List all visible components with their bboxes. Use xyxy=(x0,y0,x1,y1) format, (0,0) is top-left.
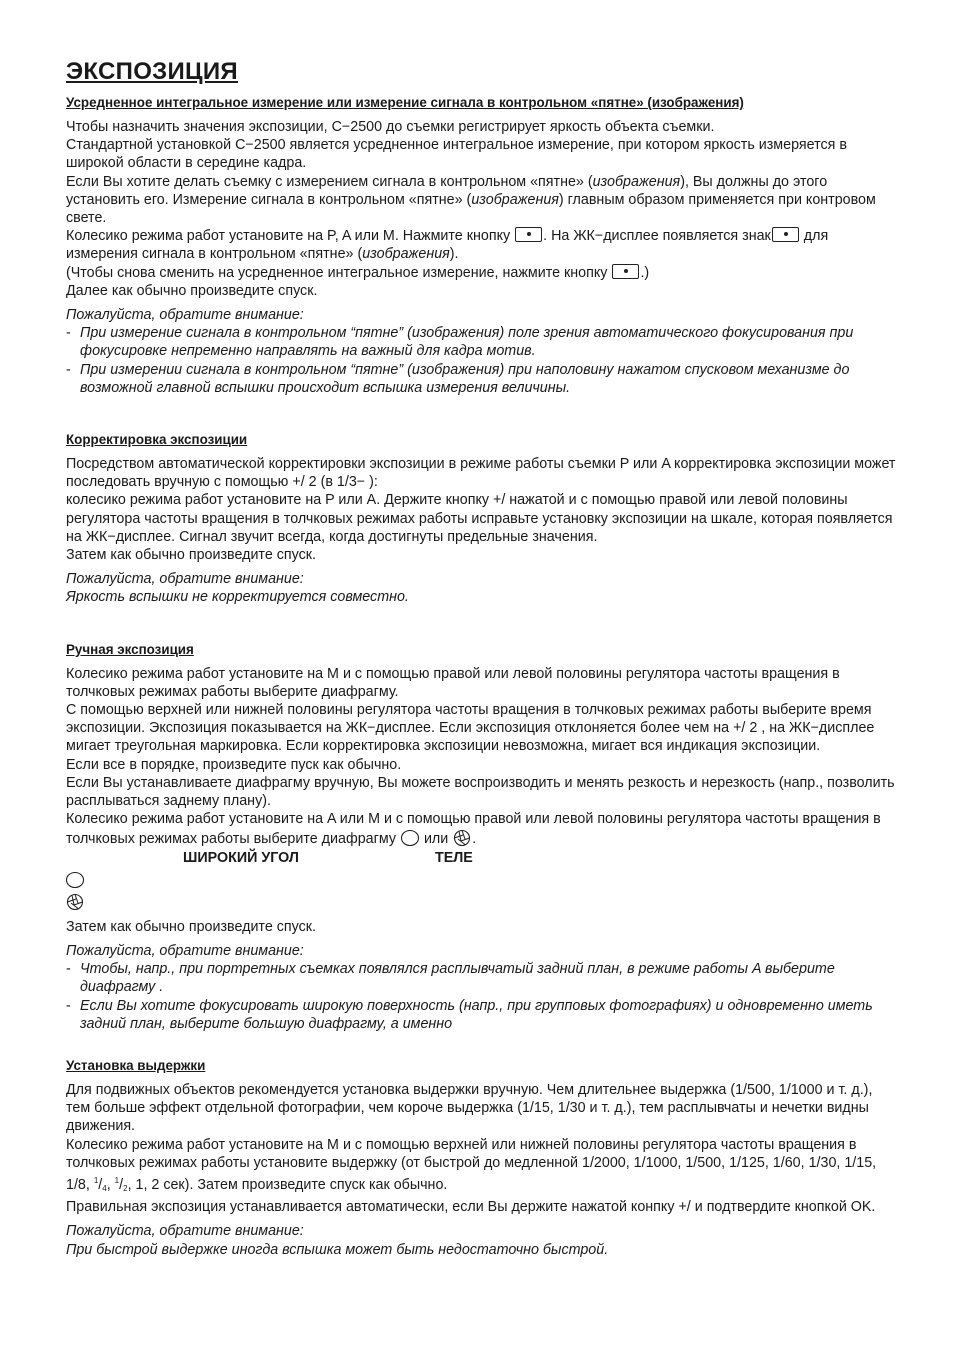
tele-label: ТЕЛЕ xyxy=(435,849,473,866)
note-item: - Чтобы, напр., при портретных съемках появлялся расплывчатый задний план, в режиме работы A выберите диафрагму . xyxy=(66,960,896,996)
spot-button-icon xyxy=(612,264,639,279)
metering-paragraph-2: Стандартной установкой С−2500 является усредненное интегральное измерение, при котором яркость измеряется в широкой области в середине кадра. xyxy=(66,137,847,172)
note-text: При быстрой выдержке иногда вспышка может быть недостаточно быстрой. xyxy=(66,1241,609,1258)
note-list xyxy=(66,324,896,397)
note-label: Пожалуйста, обратите внимание: xyxy=(66,307,304,324)
note-item: - Если Вы хотите фокусировать широкую поверхность (напр., при групповых фотографиях) и одновременно иметь задний план, выберите большую диафрагму, а именно xyxy=(66,997,896,1033)
shutter-paragraph-3: Правильная экспозиция устанавливается автоматически, если Вы держите нажатой конпку +/ и подтвердите кнопкой OK. xyxy=(66,1199,876,1216)
manual-paragraph-6: Затем как обычно произведите спуск. xyxy=(66,918,316,935)
spot-button-icon xyxy=(515,227,542,242)
metering-paragraph-6: Далее как обычно произведите спуск. xyxy=(66,282,318,299)
metering-paragraph-4: Колесико режима работ установите на P, A или M. Нажмите кнопку . На ЖК−дисплее появляется знак для измерения сигнала в контрольном «пятне» (изображения). xyxy=(66,228,829,263)
aperture-row-open xyxy=(66,870,896,892)
note-list xyxy=(66,960,896,1033)
manual-paragraph-4: Если Вы устанавливаете диафрагму вручную, Вы можете воспроизводить и менять резкость и нерезкость (напр., позволить расплываться заднему плану). xyxy=(66,774,895,810)
metering-paragraph-3: Если Вы хотите делать съемку с измерением сигнала в контрольном «пятне» (изображения), Вы должны до этого установить его. Измерение сигнала в контрольном «пятне» (изображения) главным образом применяется при контровом свете. xyxy=(66,173,876,227)
correction-paragraph-3: Затем как обычно произведите спуск. xyxy=(66,547,316,564)
wide-angle-label: ШИРОКИЙ УГОЛ xyxy=(183,849,299,866)
open-aperture-icon xyxy=(400,829,420,847)
metering-paragraph-5: (Чтобы снова сменить на усредненное интегральное измерение, нажмите кнопку .) xyxy=(66,264,650,281)
metering-paragraph-1: Чтобы назначить значения экспозиции, С−2500 до съемки регистрирует яркость объекта съемки. xyxy=(66,119,715,135)
manual-paragraph-5: Колесико режима работ установите на A или M и с помощью правой или левой половины регулятора частоты вращения в толчковых режимах работы выберите диафрагму или . xyxy=(66,811,881,847)
spot-symbol-icon xyxy=(772,227,799,242)
correction-paragraph-2: колесико режима работ установите на P или A. Держите кнопку +/ нажатой и с помощью правой или левой половины регулятора частоты вращения в толчковых режимах работы исправьте установку экспозиции на шкале, которая появляется на ЖК−дисплее. Сигнал звучит всегда, когда достигнуты предельные значения. xyxy=(66,492,893,545)
shutter-paragraph-2: Колесико режима работ установите на M и с помощью верхней или нижней половины регулятора частоты вращения в толчковых режимах работы установите выдержку (от быстрой до медленной 1/2000, 1/1000, 1/500, 1/125, 1/60, 1/30, 1/15, 1/8, $^1/_4$, $^1/_2$, 1, 2 сек). Затем произведите спуск как обычно. xyxy=(66,1136,877,1193)
section-heading-shutter: Установка выдержки xyxy=(66,1057,206,1073)
note-item: - При измерение сигнала в контрольном “пятне” (изображения) поле зрения автоматического фокусирования при фокусировке непременно направлять на важный для кадра мотив. xyxy=(66,324,896,360)
shutter-paragraph-1: Для подвижных объектов рекомендуется установка выдержки вручную. Чем длительнее выдержка (1/500, 1/1000 и т. д.), тем больше эффект отдельной фотографии, чем короче выдержка (1/15, 1/30 и т. д.), тем расплывчаты и нечетки видны движения. xyxy=(66,1081,873,1135)
manual-page xyxy=(66,58,896,1259)
open-aperture-icon xyxy=(66,871,86,889)
manual-paragraph-2: С помощью верхней или нижней половины регулятора частоты вращения в толчковых режимах работы выберите время экспозиции. Экспозиция показывается на ЖК−дисплее. Если экспозиция отклоняется более чем на +/ 2 , на ЖК−дисплее мигает треугольная маркировка. Если корректировка экспозиции невозможна, мигает вся индикация экспозиции. xyxy=(66,702,875,755)
manual-paragraph-3: Если все в порядке, произведите пуск как обычно. xyxy=(66,756,402,773)
correction-paragraph-1: Посредством автоматической корректировки экспозиции в режиме работы съемки P или A корректировка экспозиции может последовать вручную с помощью +/ 2 (в 1/3− ): xyxy=(66,456,896,491)
note-label: Пожалуйста, обратите внимание: xyxy=(66,1223,304,1240)
note-label: Пожалуйста, обратите внимание: xyxy=(66,571,304,588)
aperture-row-closed xyxy=(66,892,896,914)
note-label: Пожалуйста, обратите внимание: xyxy=(66,942,304,959)
note-text: Яркость вспышки не корректируется совместно. xyxy=(66,589,409,606)
section-heading-metering: Усредненное интегральное измерение или измерение сигнала в контрольном «пятне» (изображения) xyxy=(66,95,744,110)
page-title: ЭКСПОЗИЦИЯ xyxy=(66,58,238,85)
closed-aperture-icon xyxy=(452,829,472,847)
closed-aperture-icon xyxy=(66,893,86,911)
section-heading-exposure-correction: Корректировка экспозиции xyxy=(66,432,248,448)
aperture-table-header xyxy=(66,848,896,870)
manual-paragraph-1: Колесико режима работ установите на M и с помощью правой или левой половины регулятора частоты вращения в толчковых режимах работы выберите диафрагму. xyxy=(66,665,840,700)
note-item: - При измерении сигнала в контрольном “пятне” (изображения) при наполовину нажатом спусковом механизме до возможной главной вспышки происходит вспышка измерения величины. xyxy=(66,361,896,397)
section-heading-manual-exposure: Ручная экспозиция xyxy=(66,641,194,657)
